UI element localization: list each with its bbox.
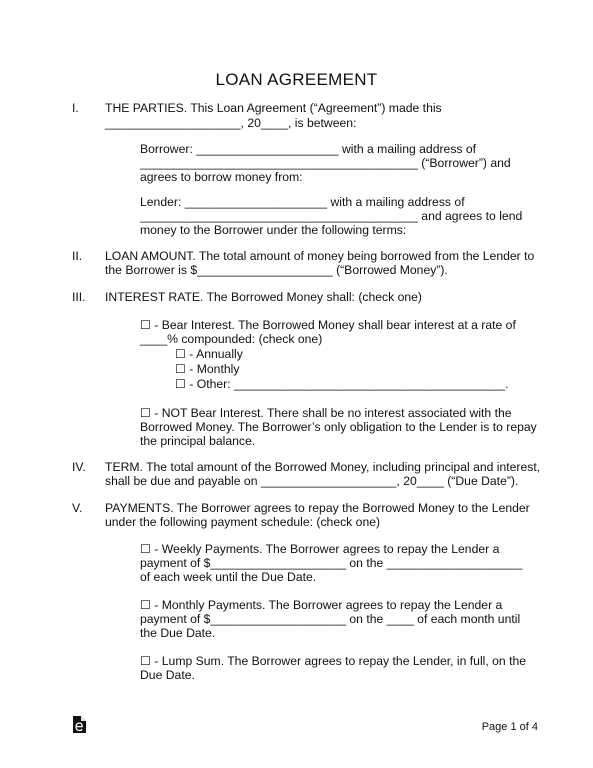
section-number-1: I. (72, 101, 79, 115)
weekly-line-1: ☐ - Weekly Payments. The Borrower agrees to repay the Lender a (140, 542, 500, 556)
lender-line-1: Lender: _____________________ with a mailing address of (140, 195, 465, 209)
section-2-line-1: LOAN AMOUNT. The total amount of money being borrowed from the Lender to (105, 249, 535, 263)
section-2-line-2: the Borrower is $____________________ (“Borrowed Money”). (105, 263, 448, 277)
borrower-line-2: _________________________________________ (“Borrower”) and (140, 156, 511, 170)
monthly-line-1: ☐ - Monthly Payments. The Borrower agrees to repay the Lender a (140, 598, 503, 612)
option-annually: ☐ - Annually (175, 347, 243, 361)
page-number: Page 1 of 4 (481, 721, 538, 733)
not-bear-line-3: the principal balance. (140, 434, 256, 448)
section-4-line-1: TERM. The total amount of the Borrowed Money, including principal and interest, (105, 460, 541, 474)
lump-sum-line-1: ☐ - Lump Sum. The Borrower agrees to repay the Lender, in full, on the (140, 654, 527, 668)
borrower-line-3: agrees to borrow money from: (140, 170, 303, 184)
lump-sum-line-2: Due Date. (140, 668, 195, 682)
section-3-line-1: INTEREST RATE. The Borrowed Money shall: (check one) (105, 290, 422, 304)
section-5-line-1: PAYMENTS. The Borrower agrees to repay the Borrowed Money to the Lender (105, 501, 530, 515)
not-bear-line-1: ☐ - NOT Bear Interest. There shall be no interest associated with the (140, 406, 512, 420)
bear-interest-line-1: ☐ - Bear Interest. The Borrowed Money shall bear interest at a rate of (140, 318, 516, 332)
option-monthly: ☐ - Monthly (175, 362, 240, 376)
monthly-line-3: the Due Date. (140, 626, 216, 640)
option-other: ☐ - Other: ________________________________________. (175, 377, 509, 391)
section-number-3: III. (72, 290, 86, 304)
monthly-line-2: payment of $____________________ on the ____ of each month until (140, 612, 521, 626)
lender-line-2: _________________________________________ and agrees to lend (140, 209, 523, 223)
section-number-4: IV. (72, 460, 86, 474)
section-1-line-1: THE PARTIES. This Loan Agreement (“Agreement”) made this (105, 101, 442, 115)
lender-line-3: money to the Borrower under the following terms: (140, 223, 407, 237)
section-1-line-2: ____________________, 20____, is between: (105, 116, 357, 130)
weekly-line-2: payment of $____________________ on the ____________________ (140, 556, 523, 570)
bear-interest-line-2: ____% compounded: (check one) (140, 332, 323, 346)
borrower-line-1: Borrower: _____________________ with a mailing address of (140, 142, 477, 156)
section-5-line-2: under the following payment schedule: (check one) (105, 515, 381, 529)
section-4-line-2: shall be due and payable on ____________________, 20____ (“Due Date”). (105, 474, 519, 488)
weekly-line-3: of each week until the Due Date. (140, 570, 317, 584)
document-title: LOAN AGREEMENT (215, 70, 378, 89)
section-number-5: V. (72, 501, 83, 515)
eforms-logo-icon (72, 716, 86, 733)
section-number-2: II. (72, 249, 83, 263)
not-bear-line-2: Borrowed Money. The Borrower’s only obligation to the Lender is to repay (140, 420, 537, 434)
